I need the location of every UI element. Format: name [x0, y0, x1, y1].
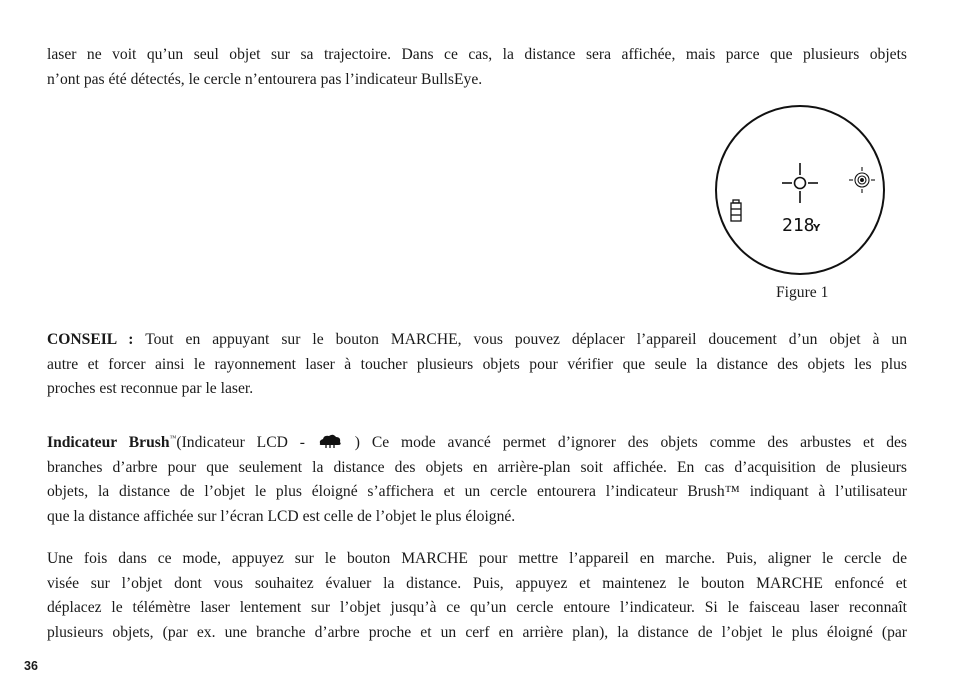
mode-line: plusieurs objets, (par ex. une branche d’arbre proche et un cerf en arrière plan), la distance de l’objet le plus éloigné (par	[47, 623, 907, 641]
brush-line: que la distance affichée sur l’écran LCD est celle de l’objet le plus éloigné.	[47, 507, 516, 525]
intro-line: laser ne voit qu’un seul objet sur sa trajectoire. Dans ce cas, la distance sera affichée, mais parce que plusieurs objets	[47, 46, 907, 63]
mode-line: Une fois dans ce mode, appuyez sur le bouton MARCHE pour mettre l’appareil en marche. Puis, aligner le cercle de	[47, 550, 907, 567]
mode-paragraph	[47, 547, 907, 645]
mode-line: visée sur l’objet dont vous souhaitez évaluer la distance. Puis, appuyez et maintenez le bouton MARCHE enfoncé et	[47, 574, 907, 592]
conseil-label: CONSEIL :	[47, 331, 134, 348]
brush-icon	[317, 433, 343, 449]
intro-line: n’ont pas été détectés, le cercle n’entourera pas l’indicateur BullsEye.	[47, 70, 483, 88]
bullseye-icon	[849, 167, 875, 193]
intro-paragraph	[47, 43, 907, 92]
conseil-paragraph	[47, 328, 907, 402]
brush-label: Indicateur Brush	[47, 434, 170, 451]
figure-caption: Figure 1	[776, 284, 829, 301]
lcd-unit: Y	[813, 223, 821, 234]
lcd-viewfinder-figure	[714, 104, 886, 276]
brush-line: objets, la distance de l’objet le plus éloigné s’affichera et un cercle entourera l’indicateur Brush™ indiquant à l’utilisateur	[47, 483, 907, 500]
reticle-icon	[782, 163, 818, 203]
lcd-distance: 218	[782, 215, 815, 236]
conseil-line: autre et forcer ainsi le rayonnement laser à toucher plusieurs objets pour vérifier que seule la distance des objets les plus	[47, 355, 907, 373]
battery-icon	[731, 200, 741, 221]
brush-line: branches d’arbre pour que seulement la distance des objets en arrière-plan soit affichée. En cas d’acquisition de plusieurs	[47, 458, 907, 476]
mode-line: déplacez le télémètre laser lentement sur l’objet jusqu’à ce qu’un cercle entoure l’indicateur. Si le faisceau laser reconnaît	[47, 599, 907, 616]
brush-paragraph	[47, 426, 907, 529]
page-number: 36	[24, 659, 38, 673]
conseil-line: proches est reconnue par le laser.	[47, 380, 254, 397]
brush-line: Indicateur Brush™(Indicateur LCD - ) Ce mode avancé permet d’ignorer des objets comme des arbustes et des	[47, 434, 907, 451]
conseil-line: CONSEIL : Tout en appuyant sur le bouton MARCHE, vous pouvez déplacer l’appareil doucement d’un objet à un	[47, 331, 907, 348]
viewfinder-circle	[716, 106, 884, 274]
